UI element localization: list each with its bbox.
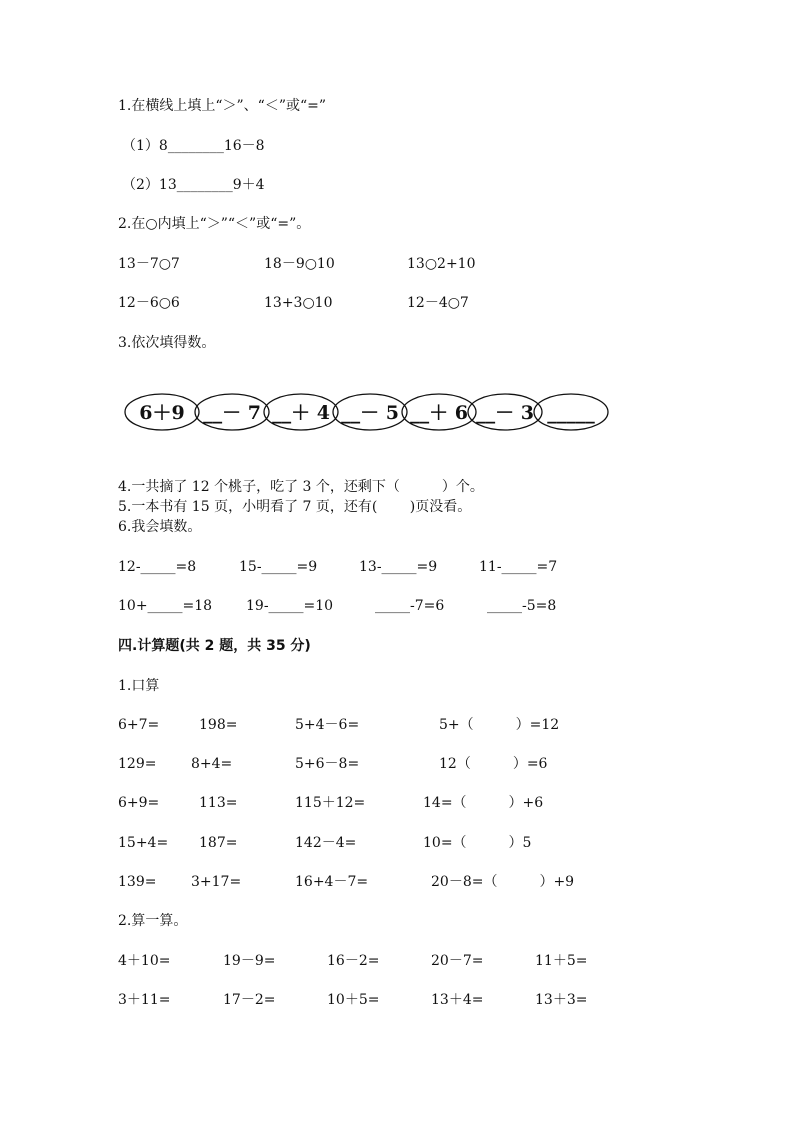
calc2-r2-c1: 3＋11= (118, 992, 171, 1008)
calc1-r5-c3: 16+4－7= (295, 874, 369, 890)
section-title: 四.计算题(共 2 题，共 35 分) (118, 638, 311, 654)
calc1-r3-c1: 6+9= (118, 795, 160, 811)
calc1-r5-c4: 20－8=（ ）+9 (431, 874, 575, 890)
calc1-r4-c3: 142－4= (295, 835, 357, 851)
q1-item-1: （1）8________16－8 (122, 138, 265, 154)
q1-item-2: （2）13________9＋4 (122, 177, 265, 193)
q6-title: 6.我会填数。 (118, 519, 202, 535)
q6-r2-c1: 10+_____=18 (118, 598, 213, 614)
calc2-r1-c4: 20－7= (431, 953, 484, 969)
calc2-r1-c2: 19－9= (223, 953, 276, 969)
calc1-r5-c2: 3+17= (191, 874, 242, 890)
q2-r2-c1: 12－6○6 (118, 295, 180, 311)
chain-step-3: __＋ 4 (272, 402, 330, 424)
q1-title: 1.在横线上填上“＞”、“＜”或“=” (118, 98, 327, 114)
q6-r2-c3: _____-7=6 (375, 598, 445, 614)
calc2-r2-c2: 17－2= (223, 992, 276, 1008)
calc1-r1-c4: 5+（ ）=12 (439, 717, 560, 733)
q6-r1-c1: 12-_____=8 (118, 559, 197, 575)
calc1-r3-c3: 115＋12= (295, 795, 366, 811)
calc1-r3-c2: 113= (199, 795, 238, 811)
calc1-r5-c1: 139= (118, 874, 157, 890)
q2-r1-c3: 13○2+10 (407, 256, 476, 272)
calc1-r3-c4: 14=（ ）+6 (423, 795, 544, 811)
q4-text: 4.一共摘了 12 个桃子，吃了 3 个，还剩下（ ）个。 (118, 479, 484, 495)
calc2-r2-c4: 13＋4= (431, 992, 484, 1008)
chain-step-1: 6＋9 (139, 402, 185, 424)
calc1-r4-c2: 187= (199, 835, 238, 851)
q6-r1-c3: 13-_____=9 (359, 559, 438, 575)
chain-step-5: __＋ 6 (410, 402, 468, 424)
calc1-r2-c2: 8+4= (191, 756, 233, 772)
calc2-r2-c3: 10＋5= (327, 992, 380, 1008)
chain-step-4: __－ 5 (341, 402, 399, 424)
q3-title: 3.依次填得数。 (118, 335, 216, 351)
chain-answer: _____ (547, 402, 595, 424)
q6-r2-c4: _____-5=8 (487, 598, 557, 614)
calc2-r1-c5: 11＋5= (535, 953, 588, 969)
q2-r2-c2: 13+3○10 (264, 295, 333, 311)
q6-r1-c2: 15-_____=9 (239, 559, 318, 575)
q2-r2-c3: 12－4○7 (407, 295, 469, 311)
q6-r2-c2: 19-_____=10 (246, 598, 334, 614)
oval-chain (0, 0, 794, 460)
calc1-r4-c4: 10=（ ）5 (423, 835, 532, 851)
calc1-title: 1.口算 (118, 678, 160, 694)
q2-r1-c2: 18－9○10 (264, 256, 335, 272)
chain-step-6: __－ 3 (476, 402, 534, 424)
calc1-r1-c1: 6+7= (118, 717, 160, 733)
calc1-r4-c1: 15+4= (118, 835, 169, 851)
calc2-r1-c1: 4＋10= (118, 953, 171, 969)
calc1-r1-c2: 198= (199, 717, 238, 733)
calc1-r2-c3: 5+6－8= (295, 756, 360, 772)
calc1-r2-c4: 12（ ）=6 (439, 756, 548, 772)
chain-step-2: __－ 7 (203, 402, 261, 424)
calc1-r1-c3: 5+4－6= (295, 717, 360, 733)
q2-title: 2.在○内填上“＞”“＜”或“=”。 (118, 216, 311, 232)
calc2-r2-c5: 13＋3= (535, 992, 588, 1008)
q5-text: 5.一本书有 15 页，小明看了 7 页，还有( )页没看。 (118, 499, 472, 515)
calc2-r1-c3: 16－2= (327, 953, 380, 969)
q6-r1-c4: 11-_____=7 (479, 559, 558, 575)
calc1-r2-c1: 129= (118, 756, 157, 772)
q2-r1-c1: 13－7○7 (118, 256, 180, 272)
calc2-title: 2.算一算。 (118, 913, 188, 929)
